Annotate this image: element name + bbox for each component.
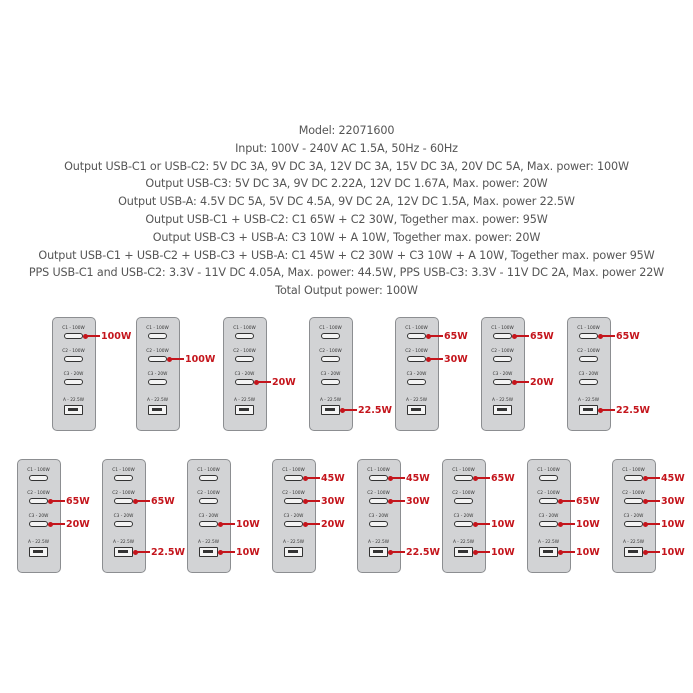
usb-c-connector-icon xyxy=(624,498,643,504)
usb-c3-port xyxy=(396,372,437,392)
usb-a-connector-icon xyxy=(114,547,133,557)
power-pointer-line xyxy=(646,523,660,525)
port-label: C2 - 100W xyxy=(491,349,514,354)
port-label: C1 - 100W xyxy=(577,326,600,331)
port-label: A - 22.5W xyxy=(62,398,85,403)
port-power-value: 65W xyxy=(66,495,90,507)
power-pointer-line xyxy=(561,523,575,525)
usb-a-port xyxy=(613,540,654,560)
usb-a-connector-icon xyxy=(148,405,167,415)
usb-c1-port xyxy=(103,468,144,488)
power-pointer-line xyxy=(429,358,443,360)
power-pointer-line xyxy=(646,500,660,502)
power-pointer-line xyxy=(391,500,405,502)
usb-c-connector-icon xyxy=(235,356,254,362)
port-label: C3 - 20W xyxy=(538,514,559,519)
power-pointer-line xyxy=(515,381,529,383)
usb-c-connector-icon xyxy=(148,333,167,339)
usb-c-connector-icon xyxy=(579,356,598,362)
port-power-value: 10W xyxy=(236,546,260,558)
charger-diagram xyxy=(102,459,185,573)
usb-c-connector-icon xyxy=(493,356,512,362)
port-label: C2 - 100W xyxy=(282,491,305,496)
usb-c-connector-icon xyxy=(199,475,218,481)
usb-c-connector-icon xyxy=(321,379,340,385)
charger-diagram xyxy=(223,317,296,431)
power-pointer-line xyxy=(136,551,150,553)
usb-c3-port xyxy=(310,372,351,392)
port-label: C3 - 20W xyxy=(198,514,219,519)
port-power-value: 10W xyxy=(491,546,515,558)
usb-c2-port xyxy=(53,349,94,369)
usb-a-port xyxy=(310,398,351,418)
usb-c-connector-icon xyxy=(369,521,388,527)
port-power-value: 10W xyxy=(576,518,600,530)
usb-c-connector-icon xyxy=(29,498,48,504)
port-power-value: 20W xyxy=(321,518,345,530)
usb-c-connector-icon xyxy=(114,521,133,527)
port-label: C2 - 100W xyxy=(319,349,342,354)
charger-diagram xyxy=(309,317,392,431)
usb-c-connector-icon xyxy=(199,498,218,504)
power-pointer-line xyxy=(476,477,490,479)
usb-a-connector-icon xyxy=(579,405,598,415)
usb-c-connector-icon xyxy=(493,379,512,385)
port-label: C1 - 100W xyxy=(197,468,220,473)
usb-c2-port xyxy=(224,349,265,369)
port-label: C2 - 100W xyxy=(452,491,475,496)
port-power-value: 10W xyxy=(491,518,515,530)
port-label: C2 - 100W xyxy=(577,349,600,354)
usb-c-connector-icon xyxy=(148,356,167,362)
usb-c-connector-icon xyxy=(29,521,48,527)
charger-diagram xyxy=(357,459,440,573)
usb-c1-port xyxy=(188,468,229,488)
usb-c-connector-icon xyxy=(148,379,167,385)
port-label: A - 22.5W xyxy=(197,540,220,545)
usb-c-connector-icon xyxy=(64,356,83,362)
port-label: C2 - 100W xyxy=(27,491,50,496)
usb-c1-port xyxy=(137,326,178,346)
usb-c1-port xyxy=(528,468,569,488)
usb-a-port xyxy=(396,398,437,418)
usb-a-connector-icon xyxy=(493,405,512,415)
port-power-value: 30W xyxy=(321,495,345,507)
power-pointer-line xyxy=(343,409,357,411)
port-label: C3 - 20W xyxy=(406,372,427,377)
port-label: A - 22.5W xyxy=(112,540,135,545)
usb-a-connector-icon xyxy=(369,547,388,557)
charger-diagram xyxy=(395,317,468,431)
port-power-value: 20W xyxy=(530,376,554,388)
port-power-value: 65W xyxy=(576,495,600,507)
usb-a-port xyxy=(224,398,265,418)
usb-a-port xyxy=(568,398,609,418)
usb-c2-port xyxy=(482,349,523,369)
usb-a-port xyxy=(358,540,399,560)
power-pointer-line xyxy=(86,335,100,337)
port-power-value: 65W xyxy=(616,330,640,342)
usb-a-connector-icon xyxy=(199,547,218,557)
port-label: C1 - 100W xyxy=(367,468,390,473)
usb-c-connector-icon xyxy=(493,333,512,339)
port-label: C3 - 20W xyxy=(453,514,474,519)
usb-c-connector-icon xyxy=(284,498,303,504)
usb-c-connector-icon xyxy=(454,475,473,481)
usb-c-connector-icon xyxy=(114,498,133,504)
port-power-value: 30W xyxy=(661,495,685,507)
charger-diagram xyxy=(481,317,554,431)
port-label: C1 - 100W xyxy=(27,468,50,473)
port-power-value: 22.5W xyxy=(406,546,440,558)
port-power-value: 22.5W xyxy=(358,404,392,416)
usb-c-connector-icon xyxy=(539,521,558,527)
port-label: A - 22.5W xyxy=(405,398,428,403)
power-pointer-line xyxy=(601,409,615,411)
port-label: C1 - 100W xyxy=(112,468,135,473)
usb-c-connector-icon xyxy=(454,498,473,504)
usb-c3-port xyxy=(137,372,178,392)
port-label: A - 22.5W xyxy=(146,398,169,403)
usb-c-connector-icon xyxy=(29,475,48,481)
power-pointer-line xyxy=(429,335,443,337)
port-label: C2 - 100W xyxy=(537,491,560,496)
port-label: A - 22.5W xyxy=(233,398,256,403)
usb-a-connector-icon xyxy=(64,405,83,415)
usb-c2-port xyxy=(310,349,351,369)
port-power-value: 20W xyxy=(272,376,296,388)
power-pointer-line xyxy=(136,500,150,502)
usb-a-connector-icon xyxy=(407,405,426,415)
port-power-value: 22.5W xyxy=(151,546,185,558)
usb-c3-port xyxy=(568,372,609,392)
port-power-value: 100W xyxy=(185,353,216,365)
port-label: C1 - 100W xyxy=(405,326,428,331)
spec-line: Input: 100V - 240V AC 1.5A, 50Hz - 60Hz xyxy=(235,141,458,155)
port-power-value: 10W xyxy=(236,518,260,530)
port-label: C3 - 20W xyxy=(28,514,49,519)
usb-c-connector-icon xyxy=(321,333,340,339)
power-pointer-line xyxy=(601,335,615,337)
port-power-value: 10W xyxy=(661,546,685,558)
port-label: A - 22.5W xyxy=(577,398,600,403)
usb-c-connector-icon xyxy=(624,475,643,481)
port-label: C3 - 20W xyxy=(320,372,341,377)
port-label: C2 - 100W xyxy=(233,349,256,354)
usb-a-connector-icon xyxy=(624,547,643,557)
usb-c1-port xyxy=(224,326,265,346)
usb-c-connector-icon xyxy=(369,475,388,481)
spec-line: Total Output power: 100W xyxy=(275,284,418,298)
power-pointer-line xyxy=(170,358,184,360)
usb-c-connector-icon xyxy=(579,379,598,385)
usb-c-connector-icon xyxy=(284,475,303,481)
port-label: C1 - 100W xyxy=(452,468,475,473)
spec-line: PPS USB-C1 and USB-C2: 3.3V - 11V DC 4.05A, Max. power: 44.5W, PPS USB-C3: 3.3V - 11V DC 2A, Max. power 22W xyxy=(28,266,665,280)
power-pointer-line xyxy=(221,551,235,553)
usb-c-connector-icon xyxy=(454,521,473,527)
power-pointer-line xyxy=(646,477,660,479)
power-pointer-line xyxy=(51,500,65,502)
charger-diagram xyxy=(612,459,685,573)
charger-diagram xyxy=(567,317,650,431)
power-pointer-line xyxy=(391,477,405,479)
usb-a-port xyxy=(528,540,569,560)
usb-c-connector-icon xyxy=(407,333,426,339)
port-label: C2 - 100W xyxy=(112,491,135,496)
port-power-value: 45W xyxy=(661,472,685,484)
usb-c-connector-icon xyxy=(539,498,558,504)
power-pointer-line xyxy=(257,381,271,383)
usb-c2-port xyxy=(443,491,484,511)
usb-c-connector-icon xyxy=(64,379,83,385)
charger-diagram xyxy=(527,459,600,573)
power-pointer-line xyxy=(221,523,235,525)
port-label: C3 - 20W xyxy=(63,372,84,377)
port-label: C1 - 100W xyxy=(622,468,645,473)
port-label: C3 - 20W xyxy=(578,372,599,377)
spec-line: Output USB-C1 or USB-C2: 5V DC 3A, 9V DC 3A, 12V DC 3A, 15V DC 3A, 20V DC 5A, Max. power: 100W xyxy=(64,159,629,173)
usb-a-port xyxy=(137,398,178,418)
port-label: C2 - 100W xyxy=(197,491,220,496)
port-label: A - 22.5W xyxy=(622,540,645,545)
usb-c2-port xyxy=(568,349,609,369)
port-power-value: 100W xyxy=(101,330,132,342)
port-power-value: 65W xyxy=(444,330,468,342)
usb-a-port xyxy=(482,398,523,418)
power-pointer-line xyxy=(306,477,320,479)
port-label: C1 - 100W xyxy=(491,326,514,331)
usb-c-connector-icon xyxy=(64,333,83,339)
usb-c-connector-icon xyxy=(321,356,340,362)
port-label: A - 22.5W xyxy=(27,540,50,545)
port-power-value: 10W xyxy=(576,546,600,558)
power-pointer-line xyxy=(476,551,490,553)
usb-c-connector-icon xyxy=(199,521,218,527)
port-label: C1 - 100W xyxy=(62,326,85,331)
usb-c-connector-icon xyxy=(539,475,558,481)
port-power-value: 65W xyxy=(491,472,515,484)
port-label: A - 22.5W xyxy=(319,398,342,403)
port-label: C1 - 100W xyxy=(319,326,342,331)
port-label: C2 - 100W xyxy=(62,349,85,354)
usb-c-connector-icon xyxy=(114,475,133,481)
usb-c-connector-icon xyxy=(407,379,426,385)
power-pointer-line xyxy=(391,551,405,553)
usb-a-connector-icon xyxy=(321,405,340,415)
usb-c2-port xyxy=(188,491,229,511)
port-label: C3 - 20W xyxy=(368,514,389,519)
charger-diagram xyxy=(136,317,216,431)
port-label: C1 - 100W xyxy=(146,326,169,331)
port-power-value: 30W xyxy=(444,353,468,365)
power-pointer-line xyxy=(515,335,529,337)
usb-a-connector-icon xyxy=(539,547,558,557)
usb-a-connector-icon xyxy=(454,547,473,557)
port-power-value: 65W xyxy=(151,495,175,507)
usb-c-connector-icon xyxy=(284,521,303,527)
port-label: C3 - 20W xyxy=(623,514,644,519)
usb-a-port xyxy=(103,540,144,560)
charger-diagram xyxy=(52,317,132,431)
usb-a-port xyxy=(18,540,59,560)
port-label: C1 - 100W xyxy=(233,326,256,331)
usb-c3-port xyxy=(53,372,94,392)
port-power-value: 45W xyxy=(321,472,345,484)
charger-diagram xyxy=(187,459,260,573)
usb-c1-port xyxy=(18,468,59,488)
power-pointer-line xyxy=(561,551,575,553)
port-label: C2 - 100W xyxy=(367,491,390,496)
port-power-value: 65W xyxy=(530,330,554,342)
usb-a-connector-icon xyxy=(29,547,48,557)
port-label: A - 22.5W xyxy=(367,540,390,545)
port-power-value: 45W xyxy=(406,472,430,484)
usb-c-connector-icon xyxy=(369,498,388,504)
port-label: C2 - 100W xyxy=(622,491,645,496)
port-power-value: 22.5W xyxy=(616,404,650,416)
usb-a-port xyxy=(53,398,94,418)
usb-c3-port xyxy=(103,514,144,534)
port-label: C3 - 20W xyxy=(147,372,168,377)
port-label: A - 22.5W xyxy=(491,398,514,403)
port-power-value: 10W xyxy=(661,518,685,530)
power-pointer-line xyxy=(476,523,490,525)
usb-a-port xyxy=(443,540,484,560)
spec-line: Output USB-A: 4.5V DC 5A, 5V DC 4.5A, 9V DC 2A, 12V DC 1.5A, Max. power 22.5W xyxy=(118,195,575,209)
port-label: C1 - 100W xyxy=(537,468,560,473)
usb-c1-port xyxy=(310,326,351,346)
power-pointer-line xyxy=(306,500,320,502)
spec-line: Output USB-C1 + USB-C2 + USB-C3 + USB-A: C1 45W + C2 30W + C3 10W + A 10W, Together max. power 95W xyxy=(38,248,655,262)
spec-line: Output USB-C1 + USB-C2: C1 65W + C2 30W, Together max. power: 95W xyxy=(145,212,548,226)
port-power-value: 20W xyxy=(66,518,90,530)
usb-c-connector-icon xyxy=(624,521,643,527)
port-label: A - 22.5W xyxy=(537,540,560,545)
power-pointer-line xyxy=(646,551,660,553)
usb-a-connector-icon xyxy=(235,405,254,415)
power-pointer-line xyxy=(306,523,320,525)
port-power-value: 30W xyxy=(406,495,430,507)
port-label: C3 - 20W xyxy=(492,372,513,377)
usb-c-connector-icon xyxy=(235,379,254,385)
spec-line: Output USB-C3: 5V DC 3A, 9V DC 2.22A, 12V DC 1.67A, Max. power: 20W xyxy=(145,177,548,191)
port-label: A - 22.5W xyxy=(282,540,305,545)
port-label: C3 - 20W xyxy=(283,514,304,519)
usb-c3-port xyxy=(358,514,399,534)
port-label: C3 - 20W xyxy=(113,514,134,519)
usb-c-connector-icon xyxy=(235,333,254,339)
port-label: A - 22.5W xyxy=(452,540,475,545)
power-pointer-line xyxy=(51,523,65,525)
port-label: C2 - 100W xyxy=(405,349,428,354)
charger-diagram xyxy=(442,459,515,573)
usb-c-connector-icon xyxy=(407,356,426,362)
usb-c-connector-icon xyxy=(579,333,598,339)
spec-line: Output USB-C3 + USB-A: C3 10W + A 10W, Together max. power: 20W xyxy=(152,230,541,244)
spec-line: Model: 22071600 xyxy=(298,124,395,137)
port-label: C2 - 100W xyxy=(146,349,169,354)
usb-a-port xyxy=(273,540,314,560)
usb-a-connector-icon xyxy=(284,547,303,557)
usb-a-port xyxy=(188,540,229,560)
power-pointer-line xyxy=(561,500,575,502)
charger-diagram xyxy=(272,459,345,573)
port-label: C3 - 20W xyxy=(234,372,255,377)
charger-diagram xyxy=(17,459,90,573)
port-label: C1 - 100W xyxy=(282,468,305,473)
